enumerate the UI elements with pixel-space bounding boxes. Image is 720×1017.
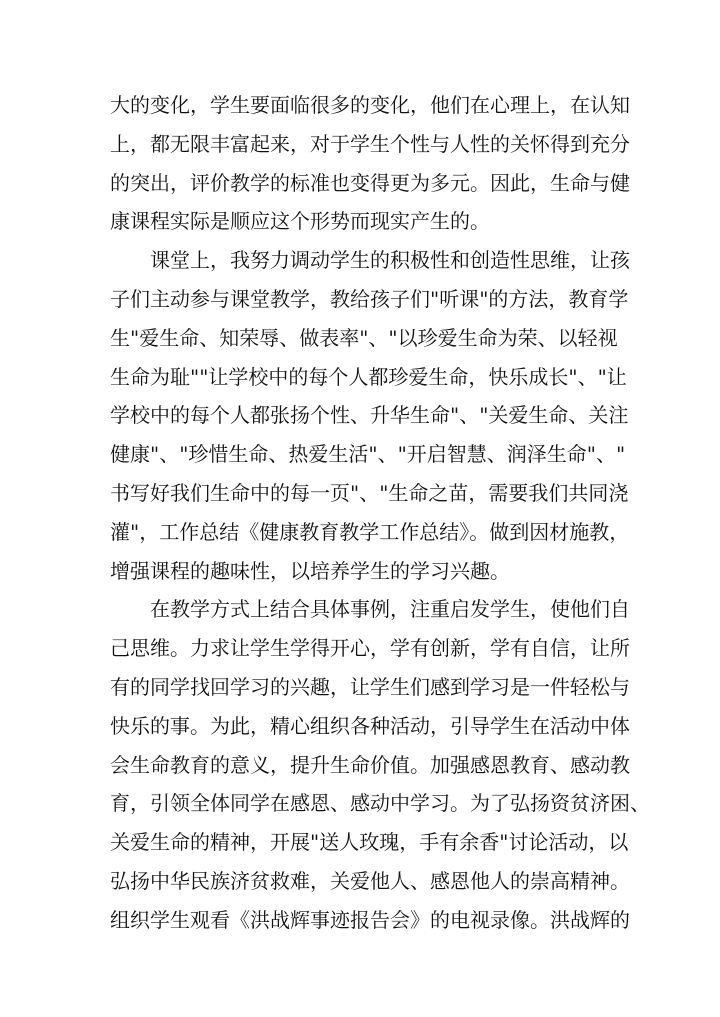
text-line: 育，引领全体同学在感恩、感动中学习。为了弘扬资贫济困、	[110, 791, 650, 816]
text-line: 康课程实际是顺应这个形势而现实产生的。	[110, 209, 490, 234]
text-line: 书写好我们生命中的每一页"、"生命之苗，需要我们共同浇	[110, 480, 629, 505]
text-line: 弘扬中华民族济贫救难，关爱他人、感恩他人的崇高精神。	[110, 868, 630, 893]
text-line: 子们主动参与课堂教学，教给孩子们"听课"的方法，教育学	[110, 286, 629, 311]
paragraph-1	[110, 86, 630, 241]
text-line: 上，都无限丰富起来，对于学生个性与人性的关怀得到充分	[110, 131, 630, 156]
text-line: 健康"、"珍惜生命、热爱生活"、"开启智慧、润泽生命"、"	[110, 442, 626, 467]
text-line: 组织学生观看《洪战辉事迹报告会》的电视录像。洪战辉的	[110, 907, 630, 932]
text-line: 会生命教育的意义，提升生命价值。加强感恩教育、感动教	[110, 752, 630, 777]
text-line: 生"爱生命、知荣辱、做表率"、"以珍爱生命为荣、以轻视	[110, 325, 618, 350]
text-line: 关爱生命的精神，开展"送人玫瑰，手有余香"讨论活动，以	[110, 830, 629, 855]
text-line: 的突出，评价教学的标准也变得更为多元。因此，生命与健	[110, 170, 630, 195]
text-line: 快乐的事。为此，精心组织各种活动，引导学生在活动中体	[110, 713, 630, 738]
text-line: 生命为耻""让学校中的每个人都珍爱生命，快乐成长"、"让	[110, 364, 627, 389]
document-page	[110, 86, 650, 940]
text-line: 增强课程的趣味性，以培养学生的学习兴趣。	[110, 558, 510, 583]
text-line: 在教学方式上结合具体事例，注重启发学生，使他们自	[150, 597, 630, 622]
text-line: 课堂上，我努力调动学生的积极性和创造性思维，让孩	[150, 248, 630, 273]
paragraph-3	[110, 590, 650, 939]
text-line: 有的同学找回学习的兴趣，让学生们感到学习是一件轻松与	[110, 674, 630, 699]
text-line: 灌"，工作总结《健康教育教学工作总结》。做到因材施教，	[110, 519, 630, 544]
paragraph-2	[110, 241, 630, 590]
text-line: 大的变化，学生要面临很多的变化，他们在心理上，在认知	[110, 93, 630, 117]
text-line: 学校中的每个人都张扬个性、升华生命"、"关爱生命、关注	[110, 403, 629, 428]
text-line: 己思维。力求让学生学得开心，学有创新，学有自信，让所	[110, 636, 630, 661]
